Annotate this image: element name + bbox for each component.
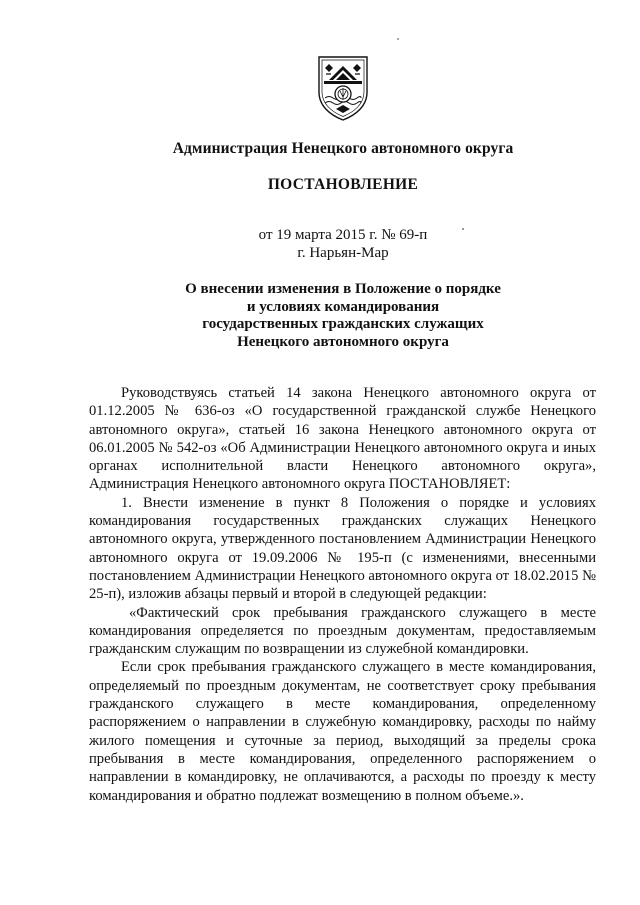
subject-line: государственных гражданских служащих [202, 316, 484, 332]
quoted-paragraph-1: «Фактический срок пребывания гражданского служащего в месте командирования определяется по проездным документам, предоставляемым гражданским служащим по возвращении из служебной командировки. [89, 604, 596, 658]
organization-name: Администрация Ненецкого автономного округа [172, 140, 514, 157]
document-body [89, 384, 596, 805]
scan-speck [397, 38, 399, 40]
subject-line: О внесении изменения в Положение о порядке [185, 281, 501, 297]
scan-speck [462, 228, 464, 230]
subject-line: Ненецкого автономного округа [237, 333, 449, 350]
quoted-paragraph-2: Если срок пребывания гражданского служащего в месте командирования, определяемый по проездным документам, не соответствует сроку пребывания гражданского служащего в месте командирования, определенному распоряжением о направлении в служебную командировку, расходы по найму жилого помещения и суточные за период, выходящий за пределы срока пребывания в месте командирования, определенного распоряжением о направлении в командировку, не оплачиваются, а расходы по проезду к месту командирования и обратно подлежат возмещению в полном объеме.». [89, 659, 596, 804]
document-place: г. Нарьян-Мар [297, 245, 389, 261]
nenets-coat-of-arms-icon [316, 54, 370, 122]
item-1-paragraph: 1. Внести изменение в пункт 8 Положения о порядке и условиях командирования государственных гражданских служащих Ненецкого автономного округа, утвержденного постановлением Администрации Ненецкого автономного округа от 19.09.2006 № 195-п (с изменениями, внесенными постановлением Администрации Ненецкого автономного округа от 18.02.2015 № 25-п), изложив абзацы первый и второй в следующей редакции: [89, 494, 596, 603]
subject-line: и условиях командирования [246, 298, 440, 315]
document-subject [90, 281, 596, 351]
document-date-number: от 19 марта 2015 г. № 69-п [258, 227, 428, 243]
preamble-paragraph: Руководствуясь статьей 14 закона Ненецкого автономного округа от 01.12.2005 № 636-оз «О государственной гражданской службе Ненецкого автономного округа», статьей 16 закона Ненецкого автономного округа от 06.01.2005 № 542-оз «Об Администрации Ненецкого автономного округа и иных органах исполнительной власти Ненецкого автономного округа», Администрация Ненецкого автономного округа ПОСТАНОВЛЯЕТ: [89, 385, 596, 493]
document-type: ПОСТАНОВЛЕНИЕ [267, 176, 419, 193]
